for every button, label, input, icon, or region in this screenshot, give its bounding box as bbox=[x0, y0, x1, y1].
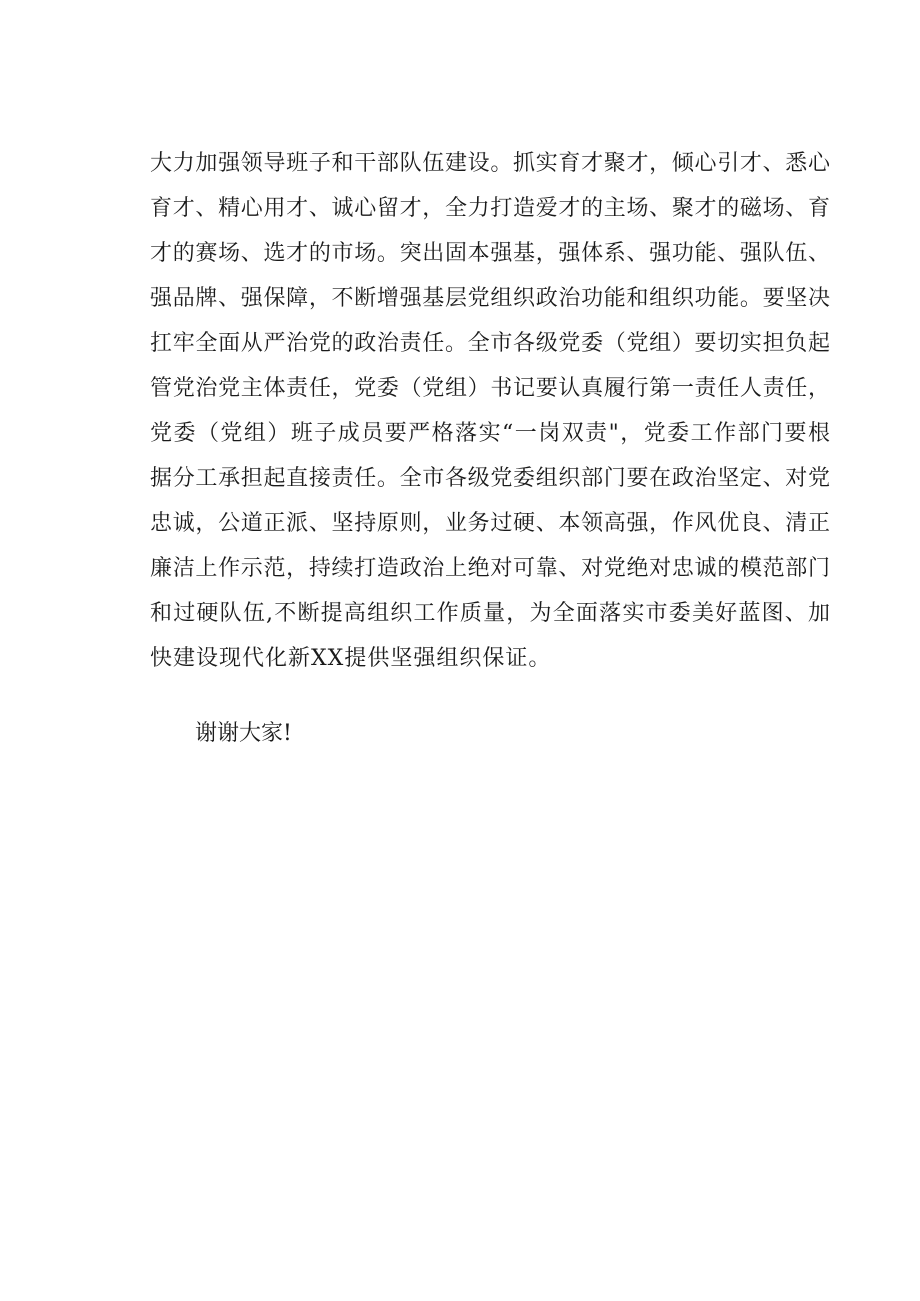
paragraph-line: 大力加强领导班子和干部队伍建设。抓实育才聚才，倾心引才、悉心 bbox=[150, 151, 830, 176]
paragraph-line: 党委（党组）班子成员要严格落实“一岗双责"，党委工作部门要根 bbox=[150, 421, 830, 446]
paragraph-line: 扛牢全面从严治党的政治责任。全市各级党委（党组）要切实担负起 bbox=[150, 331, 830, 356]
paragraph-line: 育才、精心用才、诚心留才，全力打造爱才的主场、聚才的磁场、育 bbox=[150, 196, 830, 221]
paragraph-line: 才的赛场、选才的市场。突出固本强基，强体系、强功能、强队伍、 bbox=[150, 241, 830, 266]
paragraph-line: 强品牌、强保障，不断增强基层党组织政治功能和组织功能。要坚决 bbox=[150, 286, 830, 311]
closing-remark: 谢谢大家! bbox=[195, 721, 292, 746]
paragraph-line: 管党治党主体责任，党委（党组）书记要认真履行第一责任人责任， bbox=[150, 376, 830, 401]
paragraph-line: 据分工承担起直接责任。全市各级党委组织部门要在政治坚定、对党 bbox=[150, 466, 830, 491]
paragraph-line: 忠诚，公道正派、坚持原则，业务过硬、本领高强，作风优良、清正 bbox=[150, 511, 830, 536]
body-paragraph bbox=[150, 141, 830, 681]
paragraph-line: 和过硬队伍,不断提高组织工作质量，为全面落实市委美好蓝图、加 bbox=[150, 601, 830, 626]
paragraph-line: 快建设现代化新XX提供坚强组织保证。 bbox=[150, 646, 552, 671]
paragraph-line: 廉洁上作示范，持续打造政治上绝对可靠、对党绝对忠诚的模范部门 bbox=[150, 556, 830, 581]
